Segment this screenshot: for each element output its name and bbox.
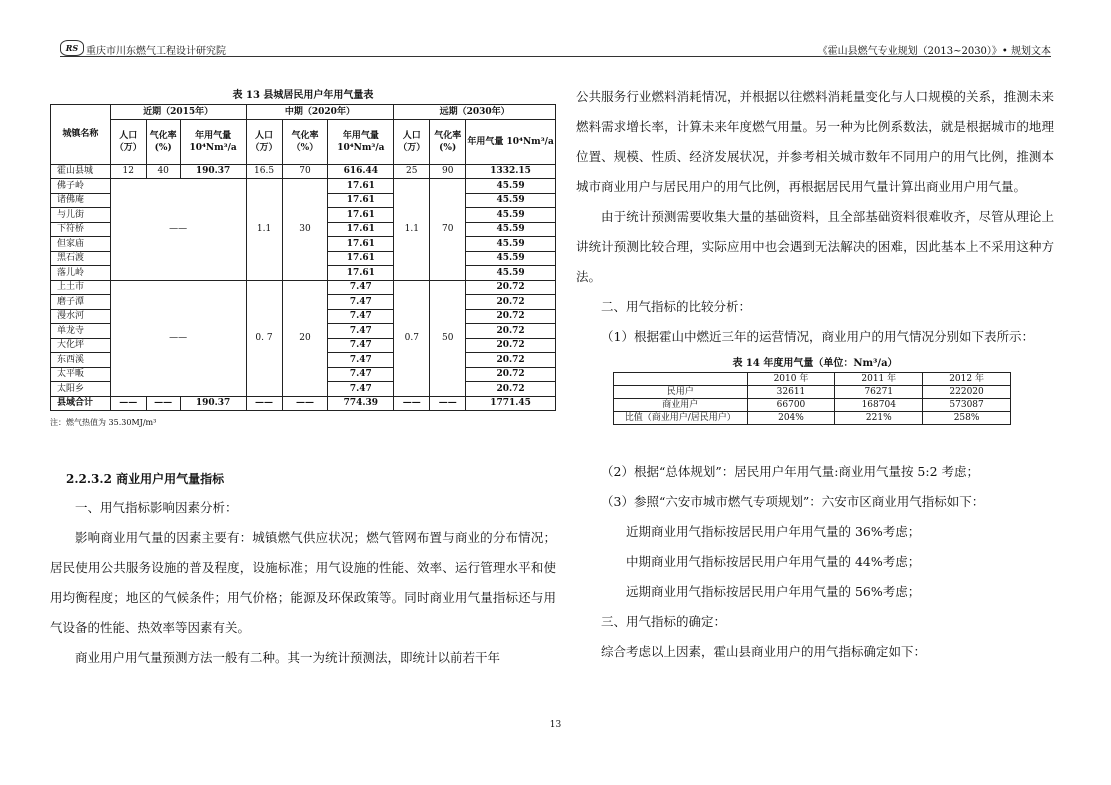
cell: 7.47 — [328, 309, 394, 324]
left-column — [50, 86, 556, 673]
row-label: 民用户 — [614, 386, 748, 399]
sub-header-gas: 年用气量 10⁴Nm³/a — [180, 119, 246, 164]
table-row — [51, 179, 556, 194]
cell: 20.72 — [466, 338, 556, 353]
cell: —— — [110, 396, 146, 411]
row-name: 黑石渡 — [51, 251, 111, 266]
cell: 7.47 — [328, 382, 394, 397]
cell: 1332.15 — [466, 164, 556, 179]
paragraph: （2）根据“总体规划”：居民用户年用气量:商业用气量按 5:2 考虑； — [601, 464, 980, 479]
cell: 0. 7 — [246, 280, 282, 396]
row-name: 上土市 — [51, 280, 111, 295]
table-row — [51, 164, 556, 179]
table13 — [50, 104, 556, 411]
header-divider — [60, 56, 1051, 57]
cell: 20.72 — [466, 367, 556, 382]
cell: 76271 — [835, 386, 923, 399]
row-name: 单龙寺 — [51, 324, 111, 339]
header-org: 重庆市川东燃气工程设计研究院 — [86, 46, 226, 57]
cell: —— — [110, 280, 246, 396]
table-header-row — [614, 373, 1011, 386]
table13-group1 — [51, 179, 556, 281]
cell: 45.59 — [466, 179, 556, 194]
cell: 17.61 — [328, 179, 394, 194]
cell: 1.1 — [246, 179, 282, 281]
page-header — [60, 38, 1051, 58]
paragraph: 远期商业用气指标按居民用户年用气量的 56%考虑； — [626, 584, 921, 599]
cell: 45.59 — [466, 266, 556, 281]
col-header-near: 近期（2015年） — [110, 105, 246, 120]
table-row — [614, 399, 1011, 412]
col-header-town: 城镇名称 — [51, 105, 111, 165]
cell: 40 — [146, 164, 180, 179]
cell: 1.1 — [394, 179, 430, 281]
table14-title: 表 14 年度用气量（单位：Nm³/a） — [732, 358, 898, 369]
cell: 17.61 — [328, 208, 394, 223]
cell: 0.7 — [394, 280, 430, 396]
year-header: 2010 年 — [747, 373, 835, 386]
paragraph: 由于统计预测需要收集大量的基础资料，且全部基础资料很难收齐，尽管从理论上讲统计预测比较合理，实际应用中也会遇到无法解决的困难，因此基本上不采用这种方法。 — [576, 209, 1054, 284]
paragraph: 影响商业用气量的因素主要有：城镇燃气供应状况；燃气管网布置与商业的分布情况；居民使用公共服务设施的普及程度，设施标准；用气设施的性能、效率、运行管理水平和使用均衡程度；地区的气候条件；用气价格；能源及环保政策等。同时商业用气量指标还与用气设备的性能、热效率等因素有关。 — [50, 530, 556, 635]
page-number: 13 — [549, 720, 562, 730]
row-name: 下符桥 — [51, 222, 111, 237]
cell: 20.72 — [466, 353, 556, 368]
sub-header-gas: 年用气量 10⁴Nm³/a — [328, 119, 394, 164]
cell: 17.61 — [328, 193, 394, 208]
row-name: 诸佛庵 — [51, 193, 111, 208]
paragraph: 中期商业用气指标按居民用户年用气量的 44%考虑； — [626, 554, 921, 569]
paragraph: （3）参照“六安市城市燃气专项规划”：六安市区商业用气指标如下： — [601, 494, 985, 509]
row-name: 磨子潭 — [51, 295, 111, 310]
cell: 7.47 — [328, 280, 394, 295]
cell: 20.72 — [466, 309, 556, 324]
cell: 7.47 — [328, 295, 394, 310]
cell: 190.37 — [180, 164, 246, 179]
row-name: 佛子岭 — [51, 179, 111, 194]
cell: 16.5 — [246, 164, 282, 179]
col-header-mid: 中期（2020年） — [246, 105, 394, 120]
paragraph: 公共服务行业燃料消耗情况，并根据以往燃料消耗量变化与人口规模的关系，推测未来燃料需求增长率，计算未来年度燃气用量。另一种为比例系数法，就是根据城市的地理位置、规模、性质、经济发展状况，并参考相关城市数年不同用户的用气比例，推测本城市商业用户与居民用户的用气比例，再根据居民用气量计算出商业用户用气量。 — [576, 89, 1054, 194]
table-row — [51, 280, 556, 295]
paragraph: 一、用气指标影响因素分析： — [75, 500, 238, 515]
cell: 7.47 — [328, 338, 394, 353]
cell: 66700 — [747, 399, 835, 412]
table14-body — [614, 386, 1011, 425]
paragraph: （1）根据霍山中燃近三年的运营情况，商业用户的用气情况分别如下表所示： — [601, 329, 1034, 344]
cell: —— — [146, 396, 180, 411]
cell: 20.72 — [466, 382, 556, 397]
cell: 190.37 — [180, 396, 246, 411]
cell: —— — [394, 396, 430, 411]
paragraph: 近期商业用气指标按居民用户年用气量的 36%考虑； — [626, 524, 921, 539]
sub-header-rate: 气化率(%) — [146, 119, 180, 164]
row-name: 与儿街 — [51, 208, 111, 223]
right-column — [576, 86, 1054, 667]
cell: 20 — [282, 280, 328, 396]
cell: 45.59 — [466, 208, 556, 223]
cell: 258% — [923, 412, 1011, 425]
row-name: 大化坪 — [51, 338, 111, 353]
row-name: 霍山县城 — [51, 164, 111, 179]
sub-header-pop: 人口（万） — [110, 119, 146, 164]
sub-header-rate: 气化率（%） — [282, 119, 328, 164]
table13-title: 表 13 县城居民用户年用气量表 — [232, 90, 374, 101]
cell: 222020 — [923, 386, 1011, 399]
col-header-far: 远期（2030年） — [394, 105, 556, 120]
section-heading: 2.2.3.2 商业用户用气量指标 — [66, 472, 225, 486]
cell: 221% — [835, 412, 923, 425]
table-row — [614, 386, 1011, 399]
cell: 17.61 — [328, 266, 394, 281]
header-doc-title: 《霍山县燃气专业规划（2013~2030）》• 规划文本 — [817, 46, 1051, 57]
table-row — [614, 412, 1011, 425]
row-name: 东西溪 — [51, 353, 111, 368]
row-name: 太阳乡 — [51, 382, 111, 397]
cell: 45.59 — [466, 193, 556, 208]
cell: 168704 — [835, 399, 923, 412]
cell: 7.47 — [328, 324, 394, 339]
table-row-total — [51, 396, 556, 411]
row-name: 县域合计 — [51, 396, 111, 411]
sub-header-pop: 人口（万） — [394, 119, 430, 164]
cell — [614, 373, 748, 386]
company-logo-icon: RS — [60, 40, 84, 56]
table13-note: 注：燃气热值为 35.30MJ/m³ — [50, 418, 157, 427]
cell: 616.44 — [328, 164, 394, 179]
row-name: 但家庙 — [51, 237, 111, 252]
year-header: 2012 年 — [923, 373, 1011, 386]
cell: 70 — [282, 164, 328, 179]
cell: 30 — [282, 179, 328, 281]
cell: 204% — [747, 412, 835, 425]
row-label: 商业用户 — [614, 399, 748, 412]
row-name: 太平畈 — [51, 367, 111, 382]
paragraph: 商业用户用气量预测方法一般有二种。其一为统计预测法，即统计以前若干年 — [75, 650, 501, 665]
cell: 1771.45 — [466, 396, 556, 411]
table13-group2 — [51, 280, 556, 396]
cell: 32611 — [747, 386, 835, 399]
cell: 20.72 — [466, 295, 556, 310]
cell: 70 — [430, 179, 466, 281]
cell: 20.72 — [466, 324, 556, 339]
paragraph: 综合考虑以上因素，霍山县商业用户的用气指标确定如下： — [601, 644, 927, 659]
paragraph: 三、用气指标的确定： — [601, 614, 727, 629]
row-name: 漫水河 — [51, 309, 111, 324]
cell: 7.47 — [328, 353, 394, 368]
cell: 20.72 — [466, 280, 556, 295]
cell: 12 — [110, 164, 146, 179]
row-name: 落儿岭 — [51, 266, 111, 281]
cell: 50 — [430, 280, 466, 396]
sub-header-rate: 气化率(%) — [430, 119, 466, 164]
paragraph: 二、用气指标的比较分析： — [601, 299, 752, 314]
sub-header-pop: 人口（万） — [246, 119, 282, 164]
cell: —— — [430, 396, 466, 411]
cell: 25 — [394, 164, 430, 179]
cell: —— — [282, 396, 328, 411]
year-header: 2011 年 — [835, 373, 923, 386]
cell: 7.47 — [328, 367, 394, 382]
table14 — [613, 372, 1011, 425]
row-label: 比值（商业用户/居民用户） — [614, 412, 748, 425]
cell: 17.61 — [328, 222, 394, 237]
cell: —— — [110, 179, 246, 281]
cell: 573087 — [923, 399, 1011, 412]
cell: 774.39 — [328, 396, 394, 411]
cell: 17.61 — [328, 251, 394, 266]
cell: 17.61 — [328, 237, 394, 252]
cell: 90 — [430, 164, 466, 179]
cell: —— — [246, 396, 282, 411]
cell: 45.59 — [466, 222, 556, 237]
cell: 45.59 — [466, 237, 556, 252]
sub-header-gas: 年用气量 10⁴Nm³/a — [466, 119, 556, 164]
cell: 45.59 — [466, 251, 556, 266]
